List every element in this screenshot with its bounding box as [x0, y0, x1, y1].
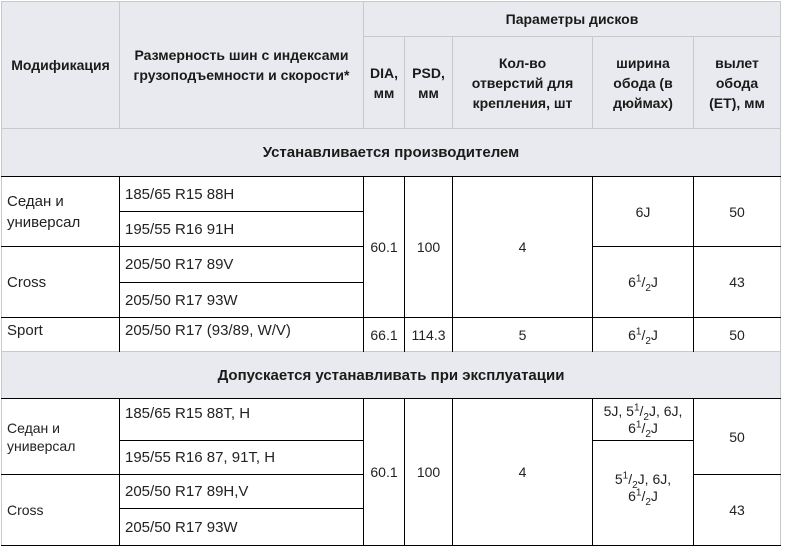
- allowed-psd: 100: [405, 399, 452, 545]
- grid-line: [1, 176, 781, 177]
- grid-line: [693, 398, 694, 546]
- grid-line: [119, 398, 120, 546]
- header-holes-label: Кол-во отверстий для крепления, шт: [471, 54, 574, 111]
- header-disk-params: [364, 2, 780, 36]
- grid-line: [592, 176, 593, 352]
- allowed-cross-offset: 43: [694, 475, 780, 545]
- grid-line: [404, 398, 405, 546]
- grid-line: [593, 440, 694, 441]
- factory-holes: 4: [453, 177, 592, 317]
- factory-cross-offset: 43: [694, 247, 780, 317]
- grid-line: [363, 176, 364, 352]
- section-allowed: [2, 352, 780, 398]
- factory-sport-rim-width: $6^1/_2J$: [593, 318, 693, 351]
- grid-line: [404, 37, 405, 128]
- grid-line: [1, 246, 364, 247]
- allowed-sedan-tire-1: 185/65 R15 88T, H: [120, 399, 363, 440]
- factory-sedan-label: Седан и универсал: [2, 177, 119, 246]
- section-factory: [2, 129, 780, 176]
- header-psd-label: PSD, мм: [412, 64, 445, 101]
- grid-line: [1, 1, 2, 545]
- allowed-cross-tire-2: 205/50 R17 93W: [120, 509, 363, 545]
- grid-line: [780, 1, 781, 545]
- grid-line: [452, 398, 453, 546]
- allowed-sedan-offset: 50: [694, 399, 780, 474]
- factory-sport-offset: 50: [694, 318, 780, 351]
- factory-sedan-offset: 50: [694, 177, 780, 246]
- grid-line: [593, 246, 781, 247]
- grid-line: [1, 474, 364, 475]
- grid-line: [1, 351, 781, 352]
- allowed-cross-label: Cross: [2, 475, 119, 545]
- factory-sedan-tire-1: 185/65 R15 88H: [120, 177, 363, 211]
- grid-line: [120, 508, 364, 509]
- grid-line: [693, 176, 694, 352]
- header-modification-label: Модификация: [11, 57, 110, 73]
- grid-line: [119, 2, 120, 128]
- grid-line: [693, 37, 694, 128]
- grid-line: [364, 36, 780, 37]
- factory-cross-tire-2: 205/50 R17 93W: [120, 283, 363, 317]
- factory-psd: 100: [405, 177, 452, 317]
- grid-line: [592, 398, 593, 546]
- factory-dia: 60.1: [364, 177, 404, 317]
- header-psd: [405, 37, 452, 128]
- grid-line: [1, 398, 781, 399]
- allowed-cross-tire-1: 205/50 R17 89H,V: [120, 475, 363, 508]
- allowed-dia: 60.1: [364, 399, 404, 545]
- factory-cross-label: Cross: [2, 247, 119, 317]
- grid-line: [120, 440, 364, 441]
- header-offset: [694, 37, 780, 128]
- grid-line: [452, 37, 453, 128]
- factory-sport-label: Sport: [2, 318, 119, 351]
- header-holes: [453, 37, 592, 128]
- factory-sedan-rim-width: 6J: [593, 177, 693, 246]
- header-tire-size-label: Размерность шин с индексами грузоподъемности и скорости*: [133, 47, 350, 83]
- allowed-cross-rim-width: $5^1/_2J$, 6J, $6^1/_2J$: [593, 441, 693, 545]
- header-offset-label: вылет обода (ET), мм: [709, 54, 765, 111]
- allowed-holes: 4: [453, 399, 592, 545]
- header-modification: [2, 2, 119, 128]
- grid-line: [363, 398, 364, 546]
- grid-line: [592, 37, 593, 128]
- factory-sport-psd: 114.3: [405, 318, 452, 351]
- header-rim-width: [593, 37, 693, 128]
- grid-line: [1, 128, 781, 129]
- factory-sport-tire: 205/50 R17 (93/89, W/V): [120, 318, 363, 351]
- grid-line: [1, 317, 781, 318]
- grid-line: [452, 176, 453, 352]
- grid-line: [119, 176, 120, 352]
- grid-line: [404, 176, 405, 352]
- header-dia-label: DIA, мм: [370, 64, 398, 101]
- section-allowed-label: Допускается устанавливать при эксплуатации: [217, 366, 565, 384]
- allowed-sedan-label: Седан и универсал: [2, 399, 119, 474]
- allowed-sedan-tire-2: 195/55 R16 87, 91T, H: [120, 441, 363, 474]
- grid-line: [120, 282, 364, 283]
- header-disk-params-label: Параметры дисков: [505, 11, 639, 27]
- header-rim-width-label: ширина обода (в дюймах): [613, 54, 673, 111]
- grid-line: [1, 1, 781, 2]
- grid-line: [1, 545, 781, 546]
- grid-line: [363, 2, 364, 128]
- factory-sport-dia: 66.1: [364, 318, 404, 351]
- header-dia: [364, 37, 404, 128]
- section-factory-label: Устанавливается производителем: [262, 144, 520, 161]
- grid-line: [694, 474, 781, 475]
- header-tire-size: [120, 2, 363, 128]
- factory-cross-tire-1: 205/50 R17 89V: [120, 247, 363, 282]
- grid-line: [120, 211, 364, 212]
- factory-sedan-tire-2: 195/55 R16 91H: [120, 212, 363, 246]
- allowed-sedan-rim-width: 5J, $5^1/_2J$, 6J, $6^1/_2J$: [593, 399, 693, 440]
- factory-sport-holes: 5: [453, 318, 592, 351]
- factory-cross-rim-width: $6^1/_2J$: [593, 247, 693, 317]
